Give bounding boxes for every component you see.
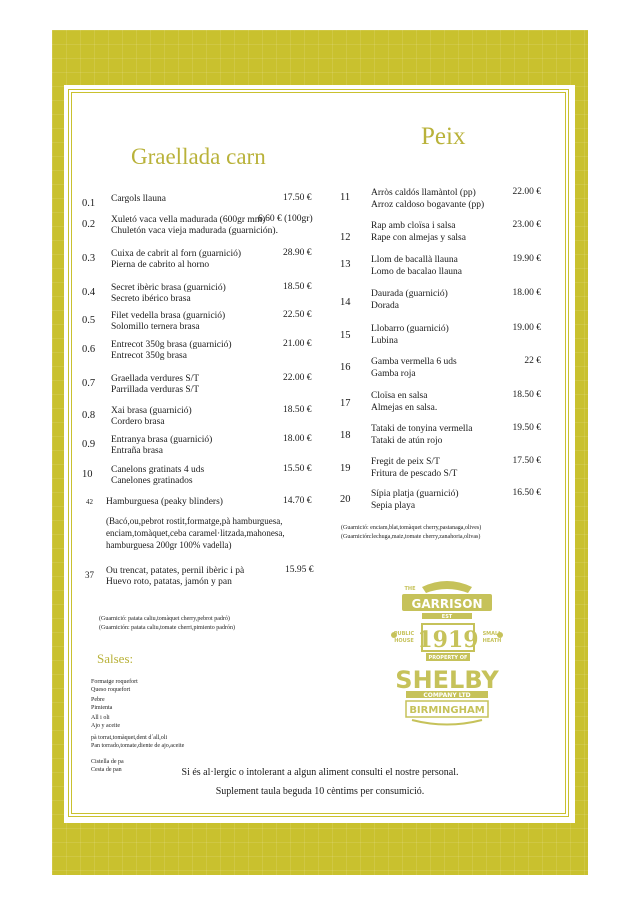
item-name-es: Sepia playa — [371, 501, 416, 511]
salsa-name-cat: All i oli — [91, 715, 110, 721]
item-name: Arròs caldós llamàntol (pp) — [371, 188, 476, 198]
item-price: 19.50 € — [512, 423, 541, 433]
salsa-name-es: Cesta de pan — [91, 767, 122, 773]
item-name: Entranya brasa (guarnició) — [111, 435, 213, 445]
item-name: Llom de bacallà llauna — [371, 255, 458, 265]
item-name-es: Pierna de cabrito al horno — [111, 260, 210, 270]
item-name-es: Tataki de atún rojo — [371, 436, 443, 446]
salsa-name-cat: Formatge roquefort — [91, 679, 138, 685]
logo-est: EST — [441, 614, 453, 620]
item-name: Hamburguesa (peaky blinders) — [106, 497, 223, 507]
item-price: 22.00 € — [512, 187, 541, 197]
item-name: Entrecot 350g brasa (guarnició) — [111, 340, 232, 350]
item-number: 0.1 — [82, 198, 96, 209]
logo-city: BIRMINGHAM — [409, 705, 485, 716]
item-description: (Bacó,ou,pebrot rostit,formatge,pà hamburguesa, — [106, 516, 283, 526]
item-number: 37 — [85, 570, 94, 580]
item-number: 14 — [340, 297, 351, 308]
item-name: Llobarro (guarnició) — [371, 324, 449, 334]
item-name: Cloïsa en salsa — [371, 391, 428, 401]
item-price: 22 € — [524, 356, 541, 366]
section-title-salses: Salses: — [97, 651, 134, 666]
item-name-es: Entrecot 350g brasa — [111, 351, 187, 361]
item-price: 15.95 € — [285, 565, 314, 575]
item-price: 28.90 € — [283, 248, 312, 258]
section-title-peix: Peix — [421, 123, 466, 150]
item-number: 10 — [82, 469, 93, 480]
item-price: 18.50 € — [283, 405, 312, 415]
item-name-es: Almejas en salsa. — [371, 403, 438, 413]
allergy-notice: Si és al·lergic o intolerant a algun aliment consulti el nostre personal. — [181, 767, 459, 778]
logo-year: 1919 — [417, 627, 479, 653]
item-number: 11 — [340, 192, 351, 203]
item-name-es: Lubina — [371, 336, 398, 346]
item-number: 16 — [340, 362, 351, 373]
salsa-name-es: Ajo y aceite — [91, 723, 120, 729]
logo-shelby: SHELBY — [395, 666, 499, 694]
item-number: 20 — [340, 494, 351, 505]
item-price: 17.50 € — [283, 193, 312, 203]
item-price: 22.50 € — [283, 310, 312, 320]
item-name-es: Huevo roto, patatas, jamón y pan — [106, 577, 232, 587]
section-title-carn: Graellada carn — [131, 144, 266, 169]
item-price: 18.50 € — [283, 282, 312, 292]
item-name-es: Parrillada verduras S/T — [111, 385, 200, 395]
item-name: Gamba vermella 6 uds — [371, 357, 457, 367]
item-name-es: Entraña brasa — [111, 446, 163, 456]
item-number: 0.8 — [82, 410, 96, 421]
item-name: Ou trencat, patates, pernil ibèric i pà — [106, 566, 245, 576]
salsa-name-cat: Pebre — [91, 697, 105, 703]
item-price: 19.00 € — [512, 323, 541, 333]
item-number: 0.7 — [82, 378, 96, 389]
item-description: hamburguesa 200gr 100% vadella) — [106, 540, 232, 550]
item-price: 15.50 € — [283, 464, 312, 474]
item-name: Daurada (guarnició) — [371, 289, 448, 299]
salsa-name-cat: Cistella de pa — [91, 759, 124, 765]
item-name: Tataki de tonyina vermella — [371, 424, 473, 434]
item-number: 19 — [340, 463, 351, 474]
item-price: 17.50 € — [512, 456, 541, 466]
item-name-es: Arroz caldoso bogavante (pp) — [371, 200, 485, 210]
item-price: 19.90 € — [512, 254, 541, 264]
item-name-es: Lomo de bacalao llauna — [371, 267, 463, 277]
salsa-name-es: Pan torrado,tomate,diente de ajo,aceite — [91, 743, 185, 749]
item-price: 6.60 € (100gr) — [258, 214, 313, 224]
carn-garnish-cat: (Guarnició: patata caliu,tomàquet cherry,pebrot padró) — [99, 616, 230, 622]
item-name-es: Secreto ibérico brasa — [111, 294, 191, 304]
item-number: 0.9 — [82, 439, 96, 450]
item-price: 18.50 € — [512, 390, 541, 400]
item-price: 23.00 € — [512, 220, 541, 230]
crown-top — [422, 581, 472, 593]
item-price: 14.70 € — [283, 496, 312, 506]
item-number: 0.4 — [82, 287, 96, 298]
item-number: 0.2 — [82, 219, 96, 230]
peix-garnish-cat: (Guarnició: enciam,blat,tomàquet cherry,pastanaga,olives) — [341, 525, 482, 531]
item-number: 42 — [86, 498, 93, 506]
item-name-es: Cordero brasa — [111, 417, 165, 427]
item-name: Graellada verdures S/T — [111, 374, 200, 384]
item-name: Secret ibèric brasa (guarnició) — [111, 283, 226, 293]
item-number: 18 — [340, 430, 351, 441]
salsa-name-es: Pimienta — [91, 705, 113, 711]
salsa-name-es: Queso roquefort — [91, 687, 131, 693]
item-name: Cuixa de cabrit al forn (guarnició) — [111, 249, 242, 259]
item-name: Xai brasa (guarnició) — [111, 406, 192, 416]
garrison-shelby-logo — [382, 577, 512, 729]
item-name: Fregit de peix S/T — [371, 457, 440, 467]
item-name-es: Fritura de pescado S/T — [371, 469, 458, 479]
item-name-es: Solomillo ternera brasa — [111, 322, 200, 332]
logo-small: SMALL — [482, 631, 502, 637]
item-price: 21.00 € — [283, 339, 312, 349]
logo-house: HOUSE — [394, 638, 414, 644]
item-number: 15 — [340, 330, 351, 341]
logo-scroll — [412, 720, 482, 725]
logo-the: THE — [404, 586, 416, 592]
item-number: 12 — [340, 232, 351, 243]
carn-garnish-es: (Guarnición: patata caliu,tomate cherri,pimiento padrón) — [99, 625, 235, 631]
item-description: enciam,tomàquet,ceba caramel·litzada,mahonesa, — [106, 528, 285, 538]
salsa-name-cat: pà torrat,tomàquet,dent d´all,oli — [91, 735, 168, 741]
item-name: Canelons gratinats 4 uds — [111, 465, 205, 475]
logo-property: PROPERTY OF — [428, 655, 468, 661]
item-name: Rap amb cloïsa i salsa — [371, 221, 456, 231]
item-name: Filet vedella brasa (guarnició) — [111, 311, 226, 321]
logo-company: COMPANY LTD — [423, 692, 471, 699]
logo-public: PUBLIC — [393, 631, 415, 637]
item-name: Cargols llauna — [111, 194, 166, 204]
item-name-es: Chuletón vaca vieja madurada (guarnición). — [111, 226, 278, 236]
item-name-es: Dorada — [371, 301, 399, 311]
peix-garnish-es: (Guarnición:lechuga,maiz,tomate cherry,zanahoria,olivas) — [341, 534, 481, 540]
item-price: 22.00 € — [283, 373, 312, 383]
item-name-es: Rape con almejas y salsa — [371, 233, 466, 243]
item-price: 18.00 € — [283, 434, 312, 444]
item-number: 0.5 — [82, 315, 96, 326]
item-name: Xuletó vaca vella madurada (600gr mm) — [111, 215, 266, 225]
item-price: 16.50 € — [512, 488, 541, 498]
item-number: 0.3 — [82, 253, 96, 264]
item-name-es: Canelones gratinados — [111, 476, 193, 486]
item-number: 0.6 — [82, 344, 96, 355]
item-price: 18.00 € — [512, 288, 541, 298]
item-name: Sípia platja (guarnició) — [371, 489, 459, 499]
item-number: 13 — [340, 259, 351, 270]
item-number: 17 — [340, 398, 351, 409]
item-name-es: Gamba roja — [371, 369, 416, 379]
logo-heath: HEATH — [482, 638, 502, 644]
logo-garrison: GARRISON — [411, 597, 483, 611]
surcharge-notice: Suplement taula beguda 10 cèntims per consumició. — [215, 786, 425, 797]
